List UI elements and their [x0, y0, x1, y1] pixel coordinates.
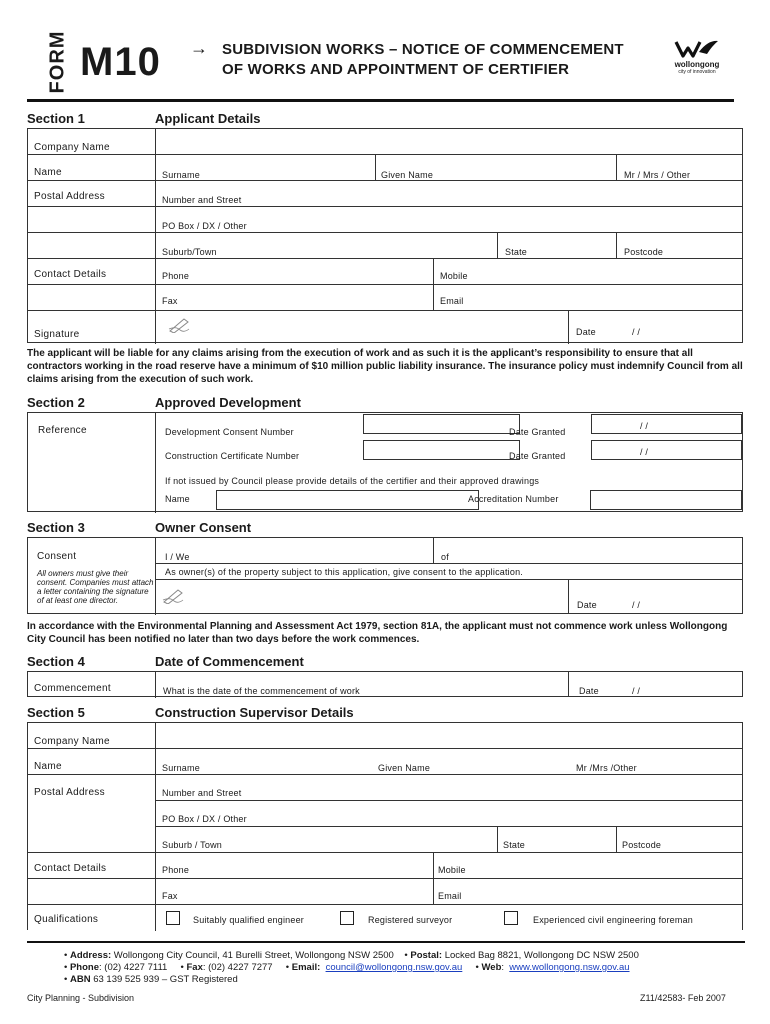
- construction-cert-number-input[interactable]: [363, 440, 520, 460]
- postal-street-row[interactable]: Postal Address Number and Street: [28, 181, 742, 207]
- foreman-checkbox[interactable]: [504, 911, 518, 925]
- section-2-heading: Section 2 Approved Development: [27, 395, 301, 410]
- owner-consent-block: Consent All owners must give their consent. Companies must attach a letter containing the signature of at least one director. I / We of As owner(s) of the property subject to this application, give consent to the application. Date / /: [27, 537, 743, 614]
- consent-statement-row: As owner(s) of the property subject to this application, give consent to the application.: [155, 564, 742, 580]
- wollongong-logo-icon: wollongong city of innovation: [662, 38, 732, 82]
- liability-note: The applicant will be liable for any claims arising from the execution of work and as such it is the applicant’s responsibility to ensure that all contractors working in the road reserve have a minimum of $10 million public liability insurance. The insurance policy must indemnify Council from all claims arising from the execution of such work.: [27, 348, 743, 385]
- consent-owner-row[interactable]: I / We of: [155, 538, 742, 564]
- footer-abn-line: • ABN 63 139 525 939 – GST Registered: [64, 974, 238, 985]
- applicant-details-block: [27, 128, 743, 343]
- signature-row[interactable]: Signature Date / /: [28, 311, 742, 344]
- form-label-vertical: FORM: [46, 30, 69, 94]
- section-5-heading: Section 5 Construction Supervisor Details: [27, 705, 354, 720]
- form-title: SUBDIVISION WORKS – NOTICE OF COMMENCEMENT OF WORKS AND APPOINTMENT OF CERTIFIER: [222, 41, 624, 78]
- dev-consent-number-input[interactable]: [363, 414, 520, 434]
- commencement-note: In accordance with the Environmental Planning and Assessment Act 1979, section 81A, the applicant must not commence work unless Wollongong City Council has been notified no later than two days before the work commences.: [27, 621, 728, 645]
- accreditation-number-input[interactable]: [590, 490, 742, 510]
- email-link[interactable]: council@wollongong.nsw.gov.au: [325, 962, 463, 973]
- footer-address-line: • Address: Wollongong City Council, 41 Burelli Street, Wollongong NSW 2500 • Postal: Locked Bag 8821, Wollongong DC NSW 2500: [64, 950, 639, 961]
- right-arrow-icon: →: [190, 38, 208, 58]
- company-name-row[interactable]: Company Name: [28, 129, 742, 155]
- supervisor-details-block: Company Name Name Surname Given Name Mr /Mrs /Other Number and Street Postal Address PO Box / DX / Other Suburb / Town State Postcode Contact Details Phone Mobile Fax Email Qualifications Suitably qualified engineer Registered surveyor Experienced civil engineering foreman: [27, 722, 743, 930]
- certifier-name-input[interactable]: [216, 490, 479, 510]
- header-divider: [27, 99, 734, 102]
- construction-cert-date-input[interactable]: / /: [591, 440, 742, 460]
- engineer-checkbox[interactable]: [166, 911, 180, 925]
- phone-row[interactable]: Contact Details Phone Mobile: [28, 259, 742, 285]
- applicant-name-row[interactable]: Name Surname Given Name Mr / Mrs / Other: [28, 155, 742, 181]
- suburb-row[interactable]: Suburb/Town State Postcode: [28, 233, 742, 259]
- supervisor-suburb-row[interactable]: Suburb / Town State Postcode: [28, 827, 742, 853]
- section-4-heading: Section 4 Date of Commencement: [27, 654, 304, 669]
- supervisor-po-box-row[interactable]: PO Box / DX / Other: [155, 801, 742, 827]
- supervisor-street-row[interactable]: Number and Street: [155, 775, 742, 801]
- footer-department: City Planning - Subdivision: [27, 993, 135, 1003]
- section-3-heading: Section 3 Owner Consent: [27, 520, 252, 535]
- form-code: M10: [80, 40, 161, 84]
- surveyor-checkbox[interactable]: [340, 911, 354, 925]
- web-link[interactable]: www.wollongong.nsw.gov.au: [509, 962, 630, 973]
- owner-signature-area[interactable]: [155, 580, 742, 615]
- section-1-heading: Section 1 Applicant Details: [27, 111, 261, 126]
- qualifications-row: Qualifications Suitably qualified engineer Registered surveyor Experienced civil engineering foreman: [28, 905, 742, 931]
- dev-consent-date-input[interactable]: / /: [591, 414, 742, 434]
- fax-row[interactable]: Fax Email: [28, 285, 742, 311]
- supervisor-company-row[interactable]: Company Name: [28, 723, 742, 749]
- commencement-block[interactable]: Commencement What is the date of the commencement of work Date / /: [27, 671, 743, 697]
- footer-divider: [27, 941, 745, 943]
- supervisor-fax-row[interactable]: Fax Email: [28, 879, 742, 905]
- signature-pen-icon: [168, 317, 190, 333]
- footer-document-ref: Z11/42583- Feb 2007: [640, 993, 726, 1003]
- supervisor-name-row[interactable]: Name Surname Given Name Mr /Mrs /Other: [28, 749, 742, 775]
- form-header: [0, 0, 770, 104]
- po-box-row[interactable]: PO Box / DX / Other: [28, 207, 742, 233]
- footer-contact-line: • Phone: (02) 4227 7111 • Fax: (02) 4227 7277 • Email: council@wollongong.nsw.gov.au • Web: www.wollongong.nsw.gov.au: [64, 962, 630, 973]
- supervisor-phone-row[interactable]: Contact Details Phone Mobile: [28, 853, 742, 879]
- approved-development-block: Reference Development Consent Number Date Granted / / Construction Certificate Number Date Granted / / If not issued by Council please provide details of the certifier and their approved drawings Name Accreditation Number: [27, 412, 743, 512]
